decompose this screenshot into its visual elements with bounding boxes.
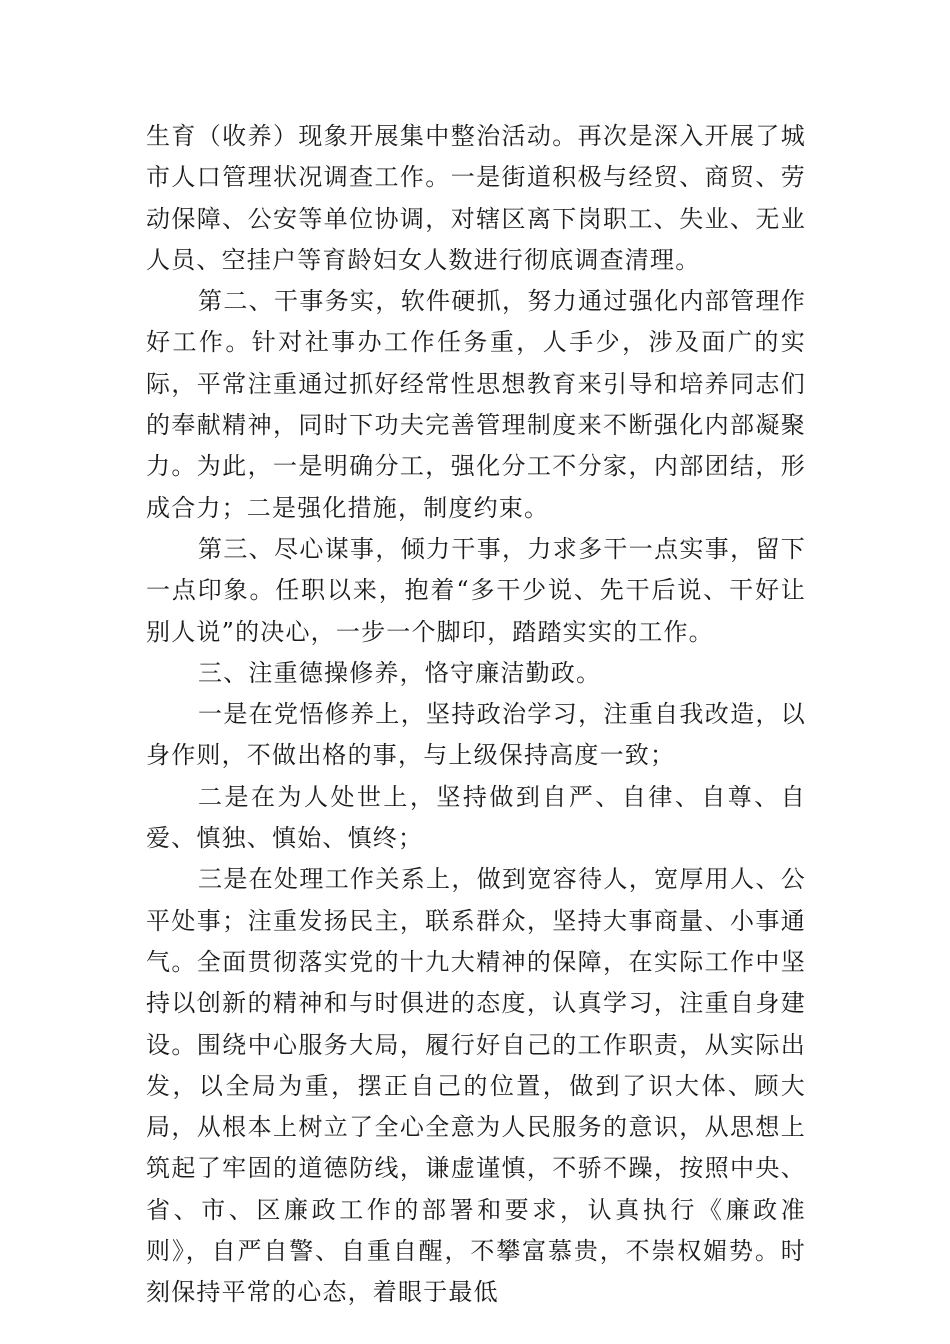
paragraph-1: 生育（收养）现象开展集中整治活动。再次是深入开展了城市人口管理状况调查工作。一是街道积极与经贸、商贸、劳动保障、公安等单位协调，对辖区离下岗职工、失业、无业人员、空挂户等育龄妇女人数进行彻底调查清理。 (146, 122, 806, 274)
paragraph-6: 二是在为人处世上，坚持做到自严、自律、自尊、自爱、慎独、慎始、慎终； (146, 782, 806, 853)
section-heading: 三、注重德操修养，恪守廉洁勤政。 (198, 658, 602, 687)
paragraph-3: 第三、尽心谋事，倾力干事，力求多干一点实事，留下一点印象。任职以来，抱着“多干少说、先干后说、干好让别人说”的决心，一步一个脚印，踏踏实实的工作。 (146, 534, 806, 646)
paragraph-7: 三是在处理工作关系上，做到宽容待人，宽厚用人、公平处事；注重发扬民主，联系群众，坚持大事商量、小事通气。全面贯彻落实党的十九大精神的保障，在实际工作中坚持以创新的精神和与时俱进的态度，认真学习，注重自身建设。围绕中心服务大局，履行好自己的工作职责，从实际出发，以全局为重，摆正自己的位置，做到了识大体、顾大局，从根本上树立了全心全意为人民服务的意识，从思想上筑起了牢固的道德防线，谦虚谨慎，不骄不躁，按照中央、省、市、区廉政工作的部署和要求，认真执行《廉政准则》，自严自警、自重自醒，不攀富慕贵，不崇权媚势。时刻保持平常的心态，着眼于最低 (146, 865, 806, 1307)
document-body (146, 116, 806, 1314)
paragraph-2: 第二、干事务实，软件硬抓，努力通过强化内部管理作好工作。针对社事办工作任务重，人手少，涉及面广的实际，平常注重通过抓好经常性思想教育来引导和培养同志们的奉献精神，同时下功夫完善管理制度来不断强化内部凝聚力。为此，一是明确分工，强化分工不分家，内部团结，形成合力；二是强化措施，制度约束。 (146, 287, 806, 522)
paragraph-5: 一是在党悟修养上，坚持政治学习，注重自我改造，以身作则，不做出格的事，与上级保持高度一致； (146, 700, 806, 770)
